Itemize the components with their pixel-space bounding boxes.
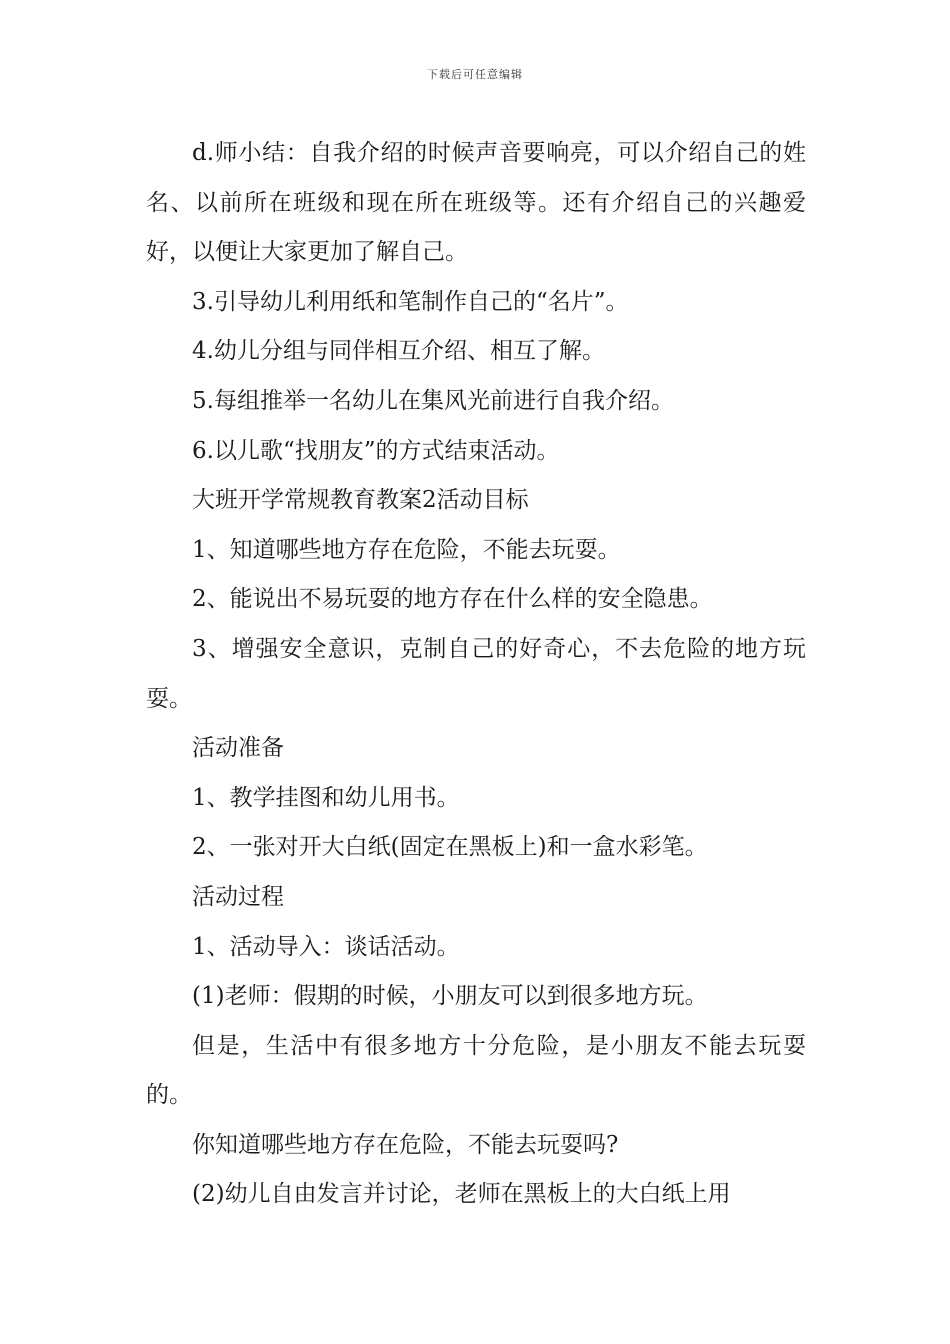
section-title-goals: 大班开学常规教育教案2活动目标 [192, 487, 529, 514]
paragraph-process-question: 你知道哪些地方存在危险，不能去玩耍吗? [192, 1131, 619, 1158]
paragraph-prep-1: 1、教学挂图和幼儿用书。 [192, 784, 460, 811]
paragraph-goal-3: 3、增强安全意识，克制自己的好奇心，不去危险的地方玩耍。 [146, 635, 806, 712]
paragraph-step-3: 3.引导幼儿利用纸和笔制作自己的“名片”。 [192, 288, 629, 315]
paragraph-goal-1: 1、知道哪些地方存在危险，不能去玩耍。 [192, 536, 621, 563]
paragraph-prep-2: 2、一张对开大白纸(固定在黑板上)和一盒水彩笔。 [192, 834, 708, 861]
section-title-preparation: 活动准备 [192, 735, 284, 762]
paragraph-process-1-1: (1)老师：假期的时候，小朋友可以到很多地方玩。 [192, 983, 708, 1010]
paragraph-process-1-2: (2)幼儿自由发言并讨论，老师在黑板上的大白纸上用 [192, 1181, 731, 1208]
paragraph-process-1: 1、活动导入：谈话活动。 [192, 933, 460, 960]
paragraph-goal-2: 2、能说出不易玩耍的地方存在什么样的安全隐患。 [192, 586, 713, 613]
page-header: 下载后可任意编辑 [427, 68, 523, 81]
paragraph-step-4: 4.幼儿分组与同伴相互介绍、相互了解。 [192, 338, 605, 365]
paragraph-summary: d.师小结：自我介绍的时候声音要响亮，可以介绍自己的姓名、以前所在班级和现在所在班级等。还有介绍自己的兴趣爱好，以便让大家更加了解自己。 [146, 140, 806, 266]
paragraph-process-1-1-cont: 但是，生活中有很多地方十分危险，是小朋友不能去玩耍的。 [146, 1032, 806, 1109]
paragraph-step-6: 6.以儿歌“找朋友”的方式结束活动。 [192, 437, 560, 464]
section-title-process: 活动过程 [192, 883, 284, 910]
document-body [146, 129, 806, 1220]
paragraph-step-5: 5.每组推举一名幼儿在集风光前进行自我介绍。 [192, 387, 674, 414]
